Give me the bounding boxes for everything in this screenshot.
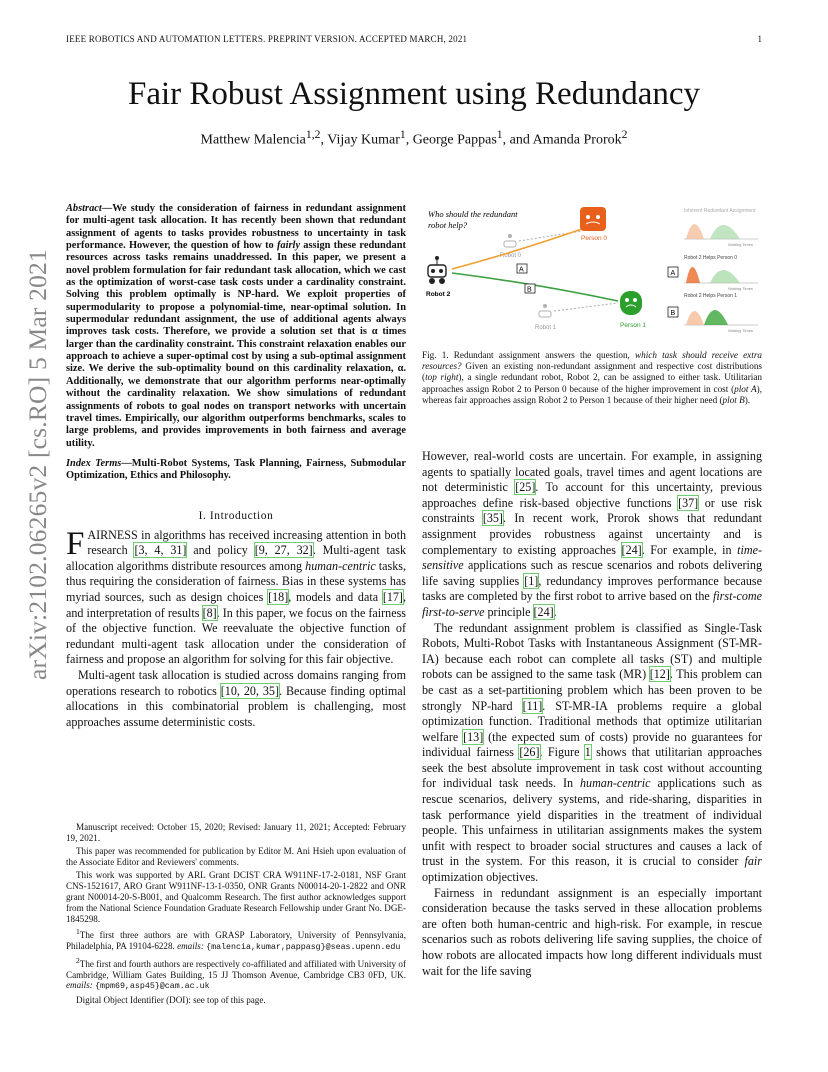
text-run: and policy xyxy=(186,543,255,558)
right-column-body xyxy=(422,449,762,979)
author-list: Matthew Malencia$^{1,2}$, Vijay Kumar$^1$, George Pappas$^1$, and Amanda Prorok$^2$ xyxy=(200,128,628,148)
robot-0-icon xyxy=(504,234,516,247)
citation-link[interactable]: [26] xyxy=(519,745,540,760)
text-run: The first and fourth authors are respectively co-affiliated and affiliated with University of Cambridge, William Gates Building, 15 JJ Thomson Avenue, Cambridge CB3 0FD, UK. xyxy=(66,958,406,980)
text-emphasis: time-sensitive xyxy=(422,542,762,573)
citation-link[interactable]: [18] xyxy=(268,589,289,604)
abstract-emphasis: fairly xyxy=(276,240,301,252)
robot-0-label: Robot 0 xyxy=(500,253,522,259)
robot-2-icon xyxy=(428,256,446,284)
text-run: optimization objectives. xyxy=(422,870,539,885)
text-run: . This problem can be cast as a set-partitioning problem which has been proven to be strongly NP-hard xyxy=(422,667,762,713)
citation-link[interactable]: [17] xyxy=(382,589,403,604)
paragraph xyxy=(66,525,407,668)
text-run: . To account for this uncertainty, previous approaches define risk-based objective functions xyxy=(422,480,763,510)
text-run: , redundancy improves performance because tasks are completed by the first robot to arrive based on the xyxy=(422,573,762,604)
plot-b-curve-1 xyxy=(704,310,728,325)
figure-1 xyxy=(422,203,762,341)
text-emphasis: which task should receive extra resources? xyxy=(422,350,762,372)
abstract-text: —We study the consideration of fairness in redundant assignment for multi-agent task allocation. It has recently been shown that redundant assignment of agents to tasks provides robustness to uncertainty in task performance. However, the question of how to xyxy=(66,203,406,252)
assignment-robot1 xyxy=(554,303,618,311)
text-run: applications such as rescue scenarios, delivery systems, and ride-sharing, disparities in task performance yield disparities in the treatment of individual people. This unfairness in utilitarian assignments makes the system unfit with respect to broader social structures and causes a lack of trust in the system. For this reason, it is crucial to consider xyxy=(422,776,762,869)
person-0-icon xyxy=(580,207,606,231)
author-affiliation: 1 xyxy=(496,128,503,141)
text-run: applications such as rescue scenarios and robots delivering life saving supplies xyxy=(422,558,762,588)
plot-b-curve-0 xyxy=(686,311,704,325)
text-run: However, real-world costs are uncertain. For example, in assigning agents to spatially located goals, travel times and agent locations are not deterministic xyxy=(422,449,762,495)
index-terms-lead: Index Terms xyxy=(66,457,122,469)
abstract-text: assign these redundant resources across tasks remains unaddressed. In this paper, we present a novel problem formulation for fair redundant task allocation, which we cast as the optimization of worst-case task costs under a cardinality constraint. Solving this problem optimally is NP-hard. We exploit properties of supermodularity to propose a polynomial-time, near-optimal solution. In supermodular redundant assignment, the use of additional agents always improves task costs. Therefore, we provide a solution set that is α times larger than the cardinality constraint. This constraint relaxation enables our approach to achieve a super-optimal cost by using a sub-optimal assignment size. We derive the sub-optimality bound on this cardinality relaxation, α. Additionally, we demonstrate that our algorithm performs near-optimally without the cardinality relaxation. We show simulations of redundant assignments of robots to goal nodes on transport networks with uncertain travel times. Empirically, our algorithm outperforms benchmarks, scales to large problems, and provides improvements in both fairness and average utility. xyxy=(66,240,406,449)
caption-label: Fig. 1. xyxy=(422,350,449,360)
footnote xyxy=(66,956,406,994)
text-run: ), a single redundant robot, Robot 2, can be assigned to either task. Utilitarian approaches assign Robot 2 to Person 0 because of the higher improvement in cost ( xyxy=(422,372,763,394)
footnote: This paper was recommended for publication by Editor M. Ani Hsieh upon evaluation of the Associate Editor and Reviewers' comments. xyxy=(66,845,406,867)
index-terms-text: —Multi-Robot Systems, Task Planning, Fairness, Submodular Optimization, Ethics and Philosophy. xyxy=(66,457,406,482)
plot-b-axis-label: Waiting Times xyxy=(728,328,753,333)
figure-caption xyxy=(422,350,762,406)
text-run: ), whereas fair approaches assign Robot 2 to Person 1 because of their higher need ( xyxy=(422,383,762,405)
author-affiliation: 1 xyxy=(399,128,406,141)
author-name: George Pappas xyxy=(412,132,497,148)
citation-link[interactable]: [1] xyxy=(524,573,539,588)
text-run: tasks, thus requiring the consideration of fairness. Bias in these systems has myriad sources, such as design choices xyxy=(66,558,407,604)
text-emphasis: emails: xyxy=(66,980,93,991)
text-run: The redundant assignment problem is classified as Single-Task Robots, Multi-Robot Tasks with Instantaneous Assignment (ST-MR-IA) because each robot can complete all tasks (ST) and multiple robots can be assigned to the same task (MR) xyxy=(422,620,762,682)
text-emphasis: plot B xyxy=(722,394,745,405)
plot-b-title: Robot 2 Helps Person 1 xyxy=(684,293,738,299)
footnotes xyxy=(66,822,406,1008)
running-header: IEEE ROBOTICS AND AUTOMATION LETTERS. PREPRINT VERSION. ACCEPTED MARCH, 2021 xyxy=(66,34,468,44)
text-run: . For example, in xyxy=(641,542,738,557)
text-run: , models and data xyxy=(288,589,383,604)
footnote: Manuscript received: October 15, 2020; Revised: January 11, 2021; Accepted: February 19, 2021. xyxy=(66,822,406,843)
citation-link[interactable]: [11] xyxy=(522,698,543,713)
citation-link[interactable]: [24] xyxy=(533,604,554,619)
abstract xyxy=(66,203,406,450)
text-emphasis: first-come first-to-serve xyxy=(422,589,762,619)
paper-title: Fair Robust Assignment using Redundancy xyxy=(128,76,700,112)
citation-link[interactable]: [3, 4, 31] xyxy=(134,543,187,558)
plot-a-curve-0 xyxy=(686,267,700,283)
text-run: shows that utilitarian approaches seek the best absolute improvement in task cost without accounting for individual task needs. In xyxy=(422,745,762,791)
robot-1-icon xyxy=(539,304,551,317)
person-0-label: Person 0 xyxy=(581,235,608,242)
text-run: Multi-agent task allocation is studied across domains ranging from operations research to robotics xyxy=(66,667,406,698)
text-emphasis: fair xyxy=(744,854,762,869)
paragraph xyxy=(422,449,762,621)
email-address[interactable]: {malencia,kumar,pappasg}@seas.upenn.edu xyxy=(206,942,401,952)
plot-a-curve-1 xyxy=(710,270,740,283)
text-run: . xyxy=(553,604,557,619)
text-run: Given an existing non-redundant assignment and respective cost distributions ( xyxy=(422,361,762,383)
footnote xyxy=(66,927,406,954)
text-run: . ST-MR-IA problems require a global optimization function. Traditional methods that optimize utilitarian welfare xyxy=(422,698,762,744)
text-run: or use risk constraints xyxy=(422,495,763,526)
author-affiliation: 2 xyxy=(621,128,628,141)
citation-link[interactable]: [37] xyxy=(678,495,699,510)
author-name: Vijay Kumar xyxy=(327,132,400,148)
text-emphasis: emails: xyxy=(177,940,204,951)
text-emphasis: human-centric xyxy=(305,558,376,573)
text-run: . In this paper, we focus on the fairness of the objective function. We reevaluate the objective function of redundant multi-agent task allocation under the consideration of fairness and propose an algorithm for solving for this fair objective. xyxy=(66,605,406,667)
author-name: Matthew Malencia xyxy=(200,132,306,148)
footnote-mark: 2 xyxy=(76,955,80,965)
plot-a-axis-label: Waiting Times xyxy=(728,286,753,291)
intro-body xyxy=(66,525,407,731)
text-emphasis: human-centric xyxy=(579,776,651,791)
paragraph xyxy=(422,621,762,886)
paragraph: Fairness in redundant assignment is an especially important consideration because the tasks served in these allocation problems are often both human-centric and high-risk. For example, in rescue scenarios such as robots delivering life saving supplies, the choice of how robots are allocated impacts how long different individuals must wait for the life saving xyxy=(422,885,762,978)
arxiv-stamp: arXiv:2102.06265v2 [cs.RO] 5 Mar 2021 xyxy=(23,249,52,680)
text-run: (the expected sum of costs) provide no guarantees for individual fairness xyxy=(422,729,762,760)
text-run: principle xyxy=(484,604,534,619)
citation-link[interactable]: [25] xyxy=(515,480,536,495)
text-run: . Figure xyxy=(539,745,585,760)
person-1-icon xyxy=(620,291,642,315)
left-column xyxy=(66,203,406,730)
figure-ref-link[interactable]: 1 xyxy=(584,745,591,760)
text-run: The first three authors are with GRASP Laboratory, University of Pennsylvania, Philadelphia, PA 19104-6228. xyxy=(66,929,406,951)
path-a-label: A xyxy=(519,266,524,274)
robot-1-label: Robot 1 xyxy=(535,325,557,331)
section-heading: I. Introduction xyxy=(198,509,274,522)
footnote: Digital Object Identifier (DOI): see top of this page. xyxy=(76,995,266,1006)
citation-link[interactable]: [35] xyxy=(482,511,503,526)
text-run: , and interpretation of results xyxy=(66,589,406,620)
panel-top-curve-0 xyxy=(686,224,704,239)
text-emphasis: plot A xyxy=(734,383,757,394)
page-number: 1 xyxy=(757,34,762,44)
citation-link[interactable]: [13] xyxy=(463,729,484,744)
citation-link[interactable]: [10, 20, 35] xyxy=(220,683,279,698)
drop-cap: F xyxy=(66,525,85,562)
path-a-line xyxy=(452,229,582,269)
abstract-lead: Abstract xyxy=(66,203,102,214)
figure-1-illustration xyxy=(422,203,762,341)
panel-top-axis-label: Waiting Times xyxy=(728,242,753,247)
panel-top-title: Inherent Redundant Assignment xyxy=(684,208,756,214)
paragraph xyxy=(66,668,406,730)
text-run: AIRNESS in algorithms has received increasing attention in both research xyxy=(87,527,406,558)
text-run: . Multi-agent task allocation algorithms distribute resources among xyxy=(66,543,407,573)
text-run: . In recent work, Prorok shows that redundant assignment provides robustness against uncertainty and is complementary to existing approaches xyxy=(422,511,762,557)
citation-link[interactable]: [8] xyxy=(202,605,217,620)
author-affiliation: 1,2 xyxy=(305,128,321,141)
robot-2-label: Robot 2 xyxy=(426,291,451,298)
figure-question-line-1: Who should the redundant xyxy=(428,209,518,219)
author-name: Amanda Prorok xyxy=(532,132,622,148)
email-address[interactable]: {mpm69,asp45}@cam.ac.uk xyxy=(95,982,210,992)
text-run: Redundant assignment answers the question, xyxy=(448,350,636,360)
panel-top-curve-1 xyxy=(710,225,740,239)
text-run: ). xyxy=(744,394,751,405)
citation-link[interactable]: [24] xyxy=(621,542,642,557)
plot-a-tag-label: A xyxy=(670,270,676,277)
person-1-label: Person 1 xyxy=(620,322,647,329)
footnote: This work was supported by ARL Grant DCIST CRA W911NF-17-2-0181, NSF Grant CNS-1521617, ARO Grant W911NF-13-1-0350, ONR Grants N00014-20-1-2822 and ONR grant N00014-20-S-B001, and Qualcomm Research. The first author acknowledges support from the National Science Foundation Graduate Research Fellowship under Grant No. DGE-1845298. xyxy=(66,869,406,924)
plot-a-title: Robot 2 Helps Person 0 xyxy=(684,255,738,261)
footnote-mark: 1 xyxy=(76,926,80,936)
figure-question-line-2: robot help? xyxy=(428,220,468,230)
text-emphasis: top right xyxy=(425,372,459,383)
text-run: . Because finding optimal allocations in this combinatorial problem is challenging, most approaches assume deterministic costs. xyxy=(66,683,406,729)
citation-link[interactable]: [9, 27, 32] xyxy=(254,543,313,558)
plot-b-tag-label: B xyxy=(670,310,676,317)
index-terms xyxy=(66,458,406,483)
path-b-label: B xyxy=(527,286,532,294)
citation-link[interactable]: [12] xyxy=(649,667,670,682)
